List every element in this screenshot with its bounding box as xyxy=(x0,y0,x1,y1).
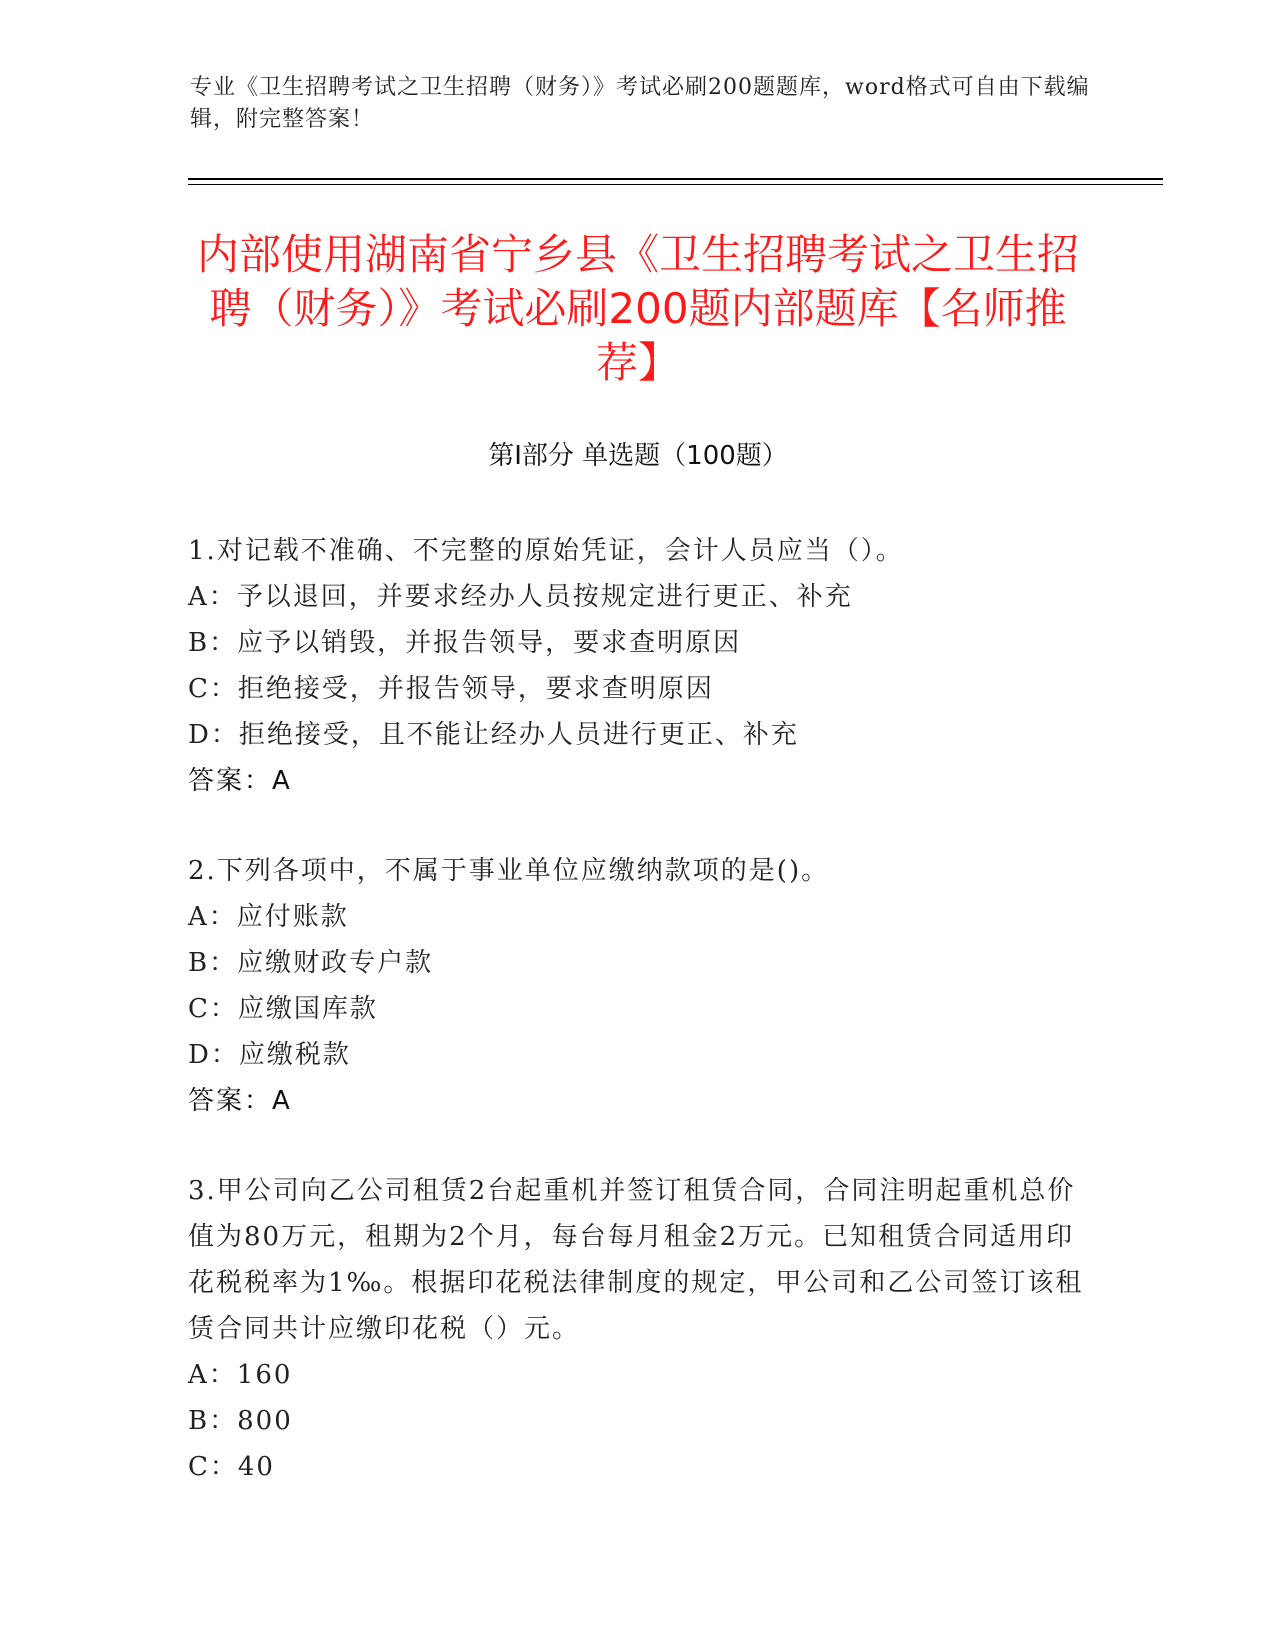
header-rule-thick xyxy=(188,178,1163,180)
option-d: D：应缴税款 xyxy=(188,1040,351,1070)
answer: 答案：A xyxy=(188,766,292,796)
option-a: A：应付账款 xyxy=(188,902,349,932)
option-a: A：予以退回，并要求经办人员按规定进行更正、补充 xyxy=(188,582,853,612)
answer: 答案：A xyxy=(188,1086,292,1116)
option-c: C：应缴国库款 xyxy=(188,994,378,1024)
question-2 xyxy=(188,848,1088,1124)
question-stem: 3.甲公司向乙公司租赁2台起重机并签订租赁合同，合同注明起重机总价值为80万元，租期为2个月，每台每月租金2万元。已知租赁合同适用印花税税率为1‰。根据印花税法律制度的规定，甲公司和乙公司签订该租赁合同共计应缴印花税（）元。 xyxy=(188,1176,1084,1344)
section-heading: 第I部分 单选题（100题） xyxy=(488,441,788,471)
question-3 xyxy=(188,1168,1088,1490)
option-c: C：40 xyxy=(188,1452,275,1482)
option-a: A：160 xyxy=(188,1360,293,1390)
question-stem: 1.对记载不准确、不完整的原始凭证，会计人员应当（）。 xyxy=(188,536,904,566)
question-1 xyxy=(188,528,1088,804)
header-note: 专业《卫生招聘考试之卫生招聘（财务）》考试必刷200题题库，word格式可自由下载编辑，附完整答案！ xyxy=(190,75,1090,132)
option-b: B：800 xyxy=(188,1406,293,1436)
option-c: C：拒绝接受，并报告领导，要求查明原因 xyxy=(188,674,714,704)
question-stem: 2.下列各项中，不属于事业单位应缴纳款项的是()。 xyxy=(188,856,830,886)
header-rule-thin xyxy=(188,184,1163,185)
option-d: D：拒绝接受，且不能让经办人员进行更正、补充 xyxy=(188,720,799,750)
document-title: 内部使用湖南省宁乡县《卫生招聘考试之卫生招聘（财务）》考试必刷200题内部题库【名师推荐】 xyxy=(196,230,1079,387)
option-b: B：应缴财政专户款 xyxy=(188,948,434,978)
option-b: B：应予以销毁，并报告领导，要求查明原因 xyxy=(188,628,742,658)
